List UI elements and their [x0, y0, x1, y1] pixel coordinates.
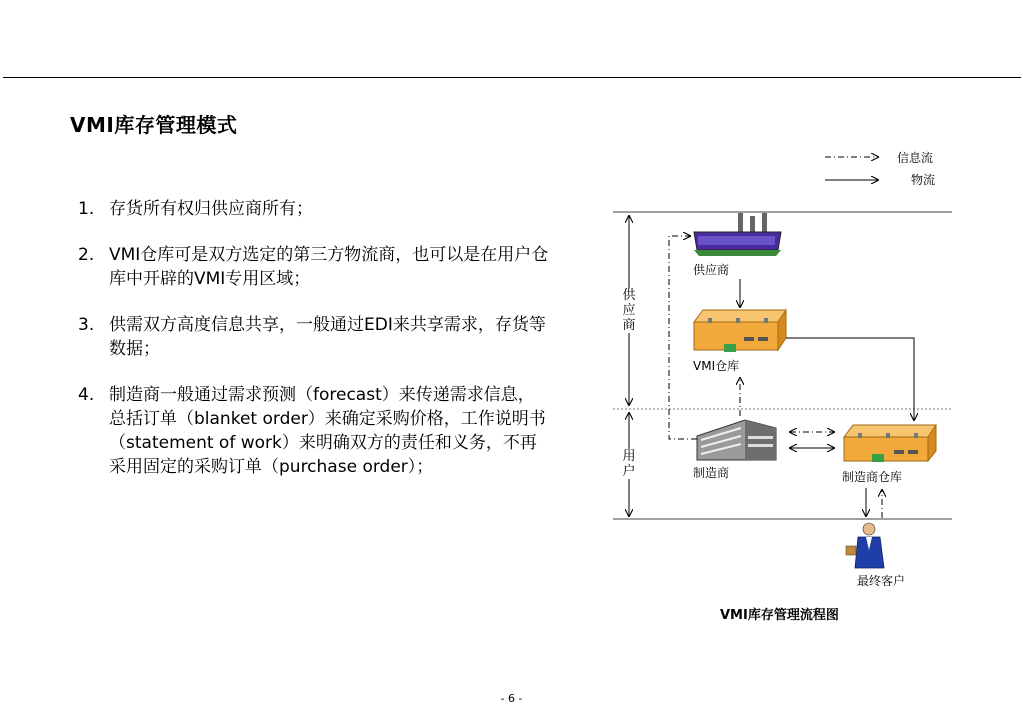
manufacturer-warehouse-node-label: 制造商仓库: [842, 470, 903, 484]
warehouse-icon: [844, 425, 936, 462]
point-number: 1.: [78, 199, 95, 219]
supplier-zone-label: 供应商: [622, 288, 636, 333]
manufacturer-building-icon: [697, 420, 776, 460]
point-text: 存货所有权归供应商所有；: [109, 199, 313, 219]
point-number: 4.: [78, 385, 95, 405]
vmi-warehouse-node-label: VMI仓库: [693, 359, 740, 373]
manufacturer-node-label: 制造商: [693, 466, 730, 480]
supplier-node-label: 供应商: [693, 263, 730, 277]
factory-icon: [694, 213, 781, 256]
legend-info-flow-label: 信息流: [897, 151, 934, 165]
point-text: VMI仓库可是双方选定的第三方物流商，也可以是在用户仓库中开辟的VMI专用区域；: [109, 245, 549, 289]
point-number: 2.: [78, 245, 95, 265]
warehouse-icon: [694, 310, 786, 352]
legend-material-flow-label: 物流: [911, 173, 936, 187]
point-text: 供需双方高度信息共享，一般通过EDI来共享需求，存货等数据；: [109, 315, 546, 359]
point-number: 3.: [78, 315, 95, 335]
customer-icon: [846, 523, 884, 568]
diagram-caption: VMI库存管理流程图: [720, 608, 839, 623]
user-zone-label: 用户: [622, 449, 636, 479]
page-number: - 6 -: [500, 692, 523, 705]
legend: [825, 157, 878, 180]
point-text: 制造商一般通过需求预测（forecast）来传递需求信息，总括订单（blanket order）来确定采购价格，工作说明书（statement of work）来明确双方的责任和义务，不再采用固定的采购订单（purchase order）；: [109, 385, 546, 477]
slide-title: VMI库存管理模式: [70, 113, 238, 137]
material-flow-vmi-to-manufacturer-warehouse: [786, 338, 914, 420]
end-customer-node-label: 最终客户: [857, 574, 906, 588]
